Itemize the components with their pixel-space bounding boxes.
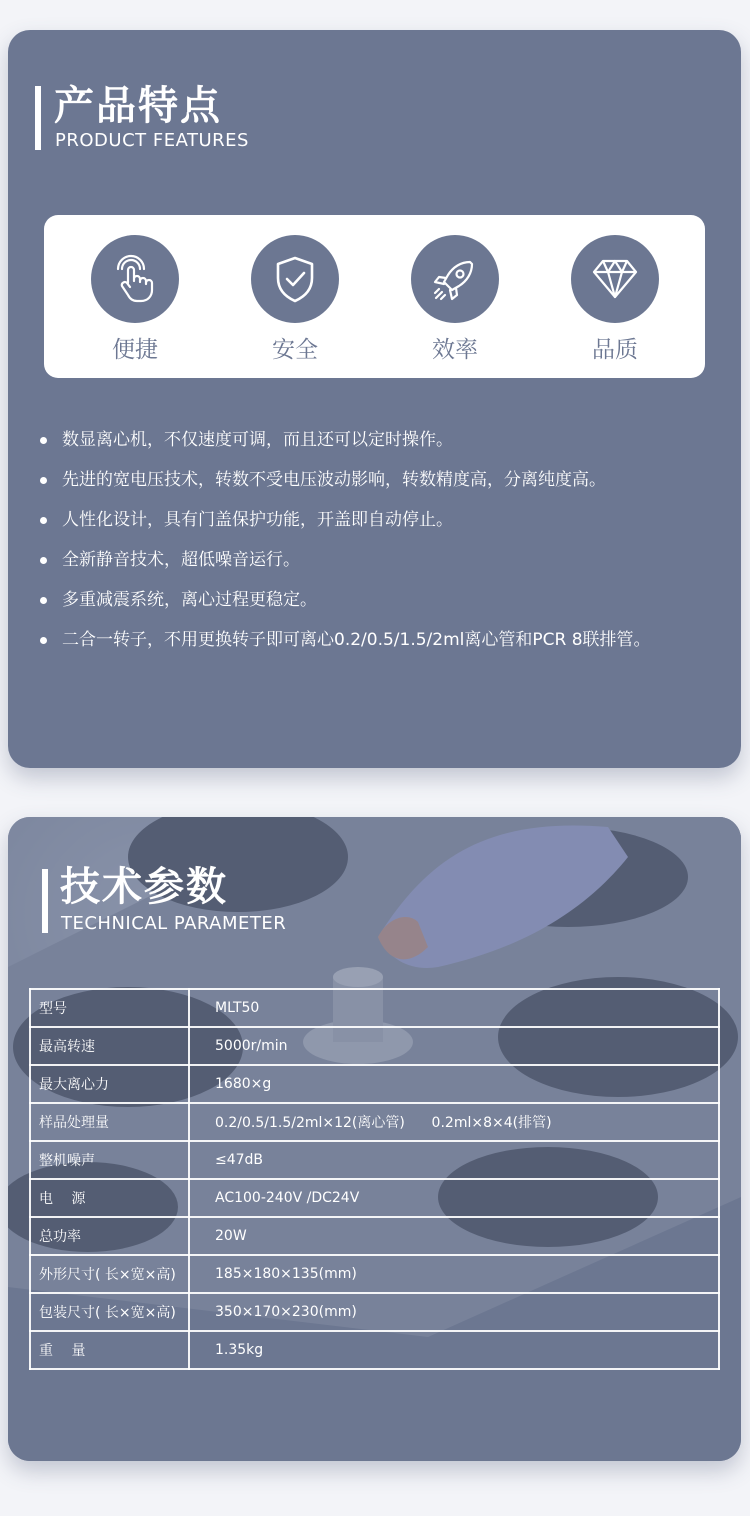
table-row <box>30 1293 719 1331</box>
spec-key: 最大离心力 <box>30 1065 189 1103</box>
spec-value: 350×170×230(mm) <box>189 1293 719 1331</box>
feature-efficiency <box>400 235 510 364</box>
spec-key: 重 量 <box>30 1331 189 1369</box>
feature-bullet: 数显离心机，不仅速度可调，而且还可以定时操作。 <box>38 430 738 450</box>
spec-value: 185×180×135(mm) <box>189 1255 719 1293</box>
feature-bullet: 二合一转子，不用更换转子即可离心0.2/0.5/1.5/2ml离心管和PCR 8联排管。 <box>38 630 738 650</box>
spec-key: 外形尺寸( 长×宽×高) <box>30 1255 189 1293</box>
spec-value: AC100-240V /DC24V <box>189 1179 719 1217</box>
features-card <box>8 30 741 768</box>
table-row <box>30 989 719 1027</box>
feature-label: 便捷 <box>112 337 158 363</box>
features-title: 产品特点 <box>54 83 222 129</box>
spec-key: 总功率 <box>30 1217 189 1255</box>
table-row <box>30 1217 719 1255</box>
parameters-card <box>8 817 741 1461</box>
spec-key: 整机噪声 <box>30 1141 189 1179</box>
rocket-icon <box>411 235 499 323</box>
feature-label: 效率 <box>432 337 478 363</box>
spec-key: 最高转速 <box>30 1027 189 1065</box>
table-row <box>30 1331 719 1369</box>
spec-key: 电 源 <box>30 1179 189 1217</box>
parameters-subtitle: TECHNICAL PARAMETER <box>61 913 287 934</box>
spec-value: 20W <box>189 1217 719 1255</box>
spec-value: MLT50 <box>189 989 719 1027</box>
table-row <box>30 1141 719 1179</box>
feature-icons-panel <box>44 215 705 378</box>
spec-value: 1680×g <box>189 1065 719 1103</box>
spec-value: 5000r/min <box>189 1027 719 1065</box>
features-subtitle: PRODUCT FEATURES <box>55 130 249 151</box>
title-accent-bar <box>35 86 41 150</box>
table-row <box>30 1065 719 1103</box>
diamond-icon <box>571 235 659 323</box>
table-row <box>30 1027 719 1065</box>
spec-table <box>29 988 720 1370</box>
spec-key: 样品处理量 <box>30 1103 189 1141</box>
spec-value: 1.35kg <box>189 1331 719 1369</box>
table-row <box>30 1103 719 1141</box>
feature-bullet: 多重减震系统，离心过程更稳定。 <box>38 590 738 610</box>
spec-key: 包装尺寸( 长×宽×高) <box>30 1293 189 1331</box>
feature-bullet: 全新静音技术，超低噪音运行。 <box>38 550 738 570</box>
feature-bullet: 人性化设计，具有门盖保护功能，开盖即自动停止。 <box>38 510 738 530</box>
table-row <box>30 1255 719 1293</box>
table-row <box>30 1179 719 1217</box>
feature-bullet: 先进的宽电压技术，转数不受电压波动影响，转数精度高，分离纯度高。 <box>38 470 738 490</box>
spec-key: 型号 <box>30 989 189 1027</box>
feature-label: 安全 <box>272 337 318 363</box>
spec-value: 0.2/0.5/1.5/2ml×12(离心管) 0.2ml×8×4(排管) <box>189 1103 719 1141</box>
feature-safe <box>240 235 350 364</box>
feature-convenient <box>80 235 190 364</box>
feature-bullet-list <box>38 430 738 670</box>
feature-quality <box>560 235 670 364</box>
shield-check-icon <box>251 235 339 323</box>
feature-label: 品质 <box>592 337 638 363</box>
title-accent-bar <box>42 869 48 933</box>
parameters-title: 技术参数 <box>60 864 228 910</box>
spec-value: ≤47dB <box>189 1141 719 1179</box>
touch-hand-icon <box>91 235 179 323</box>
